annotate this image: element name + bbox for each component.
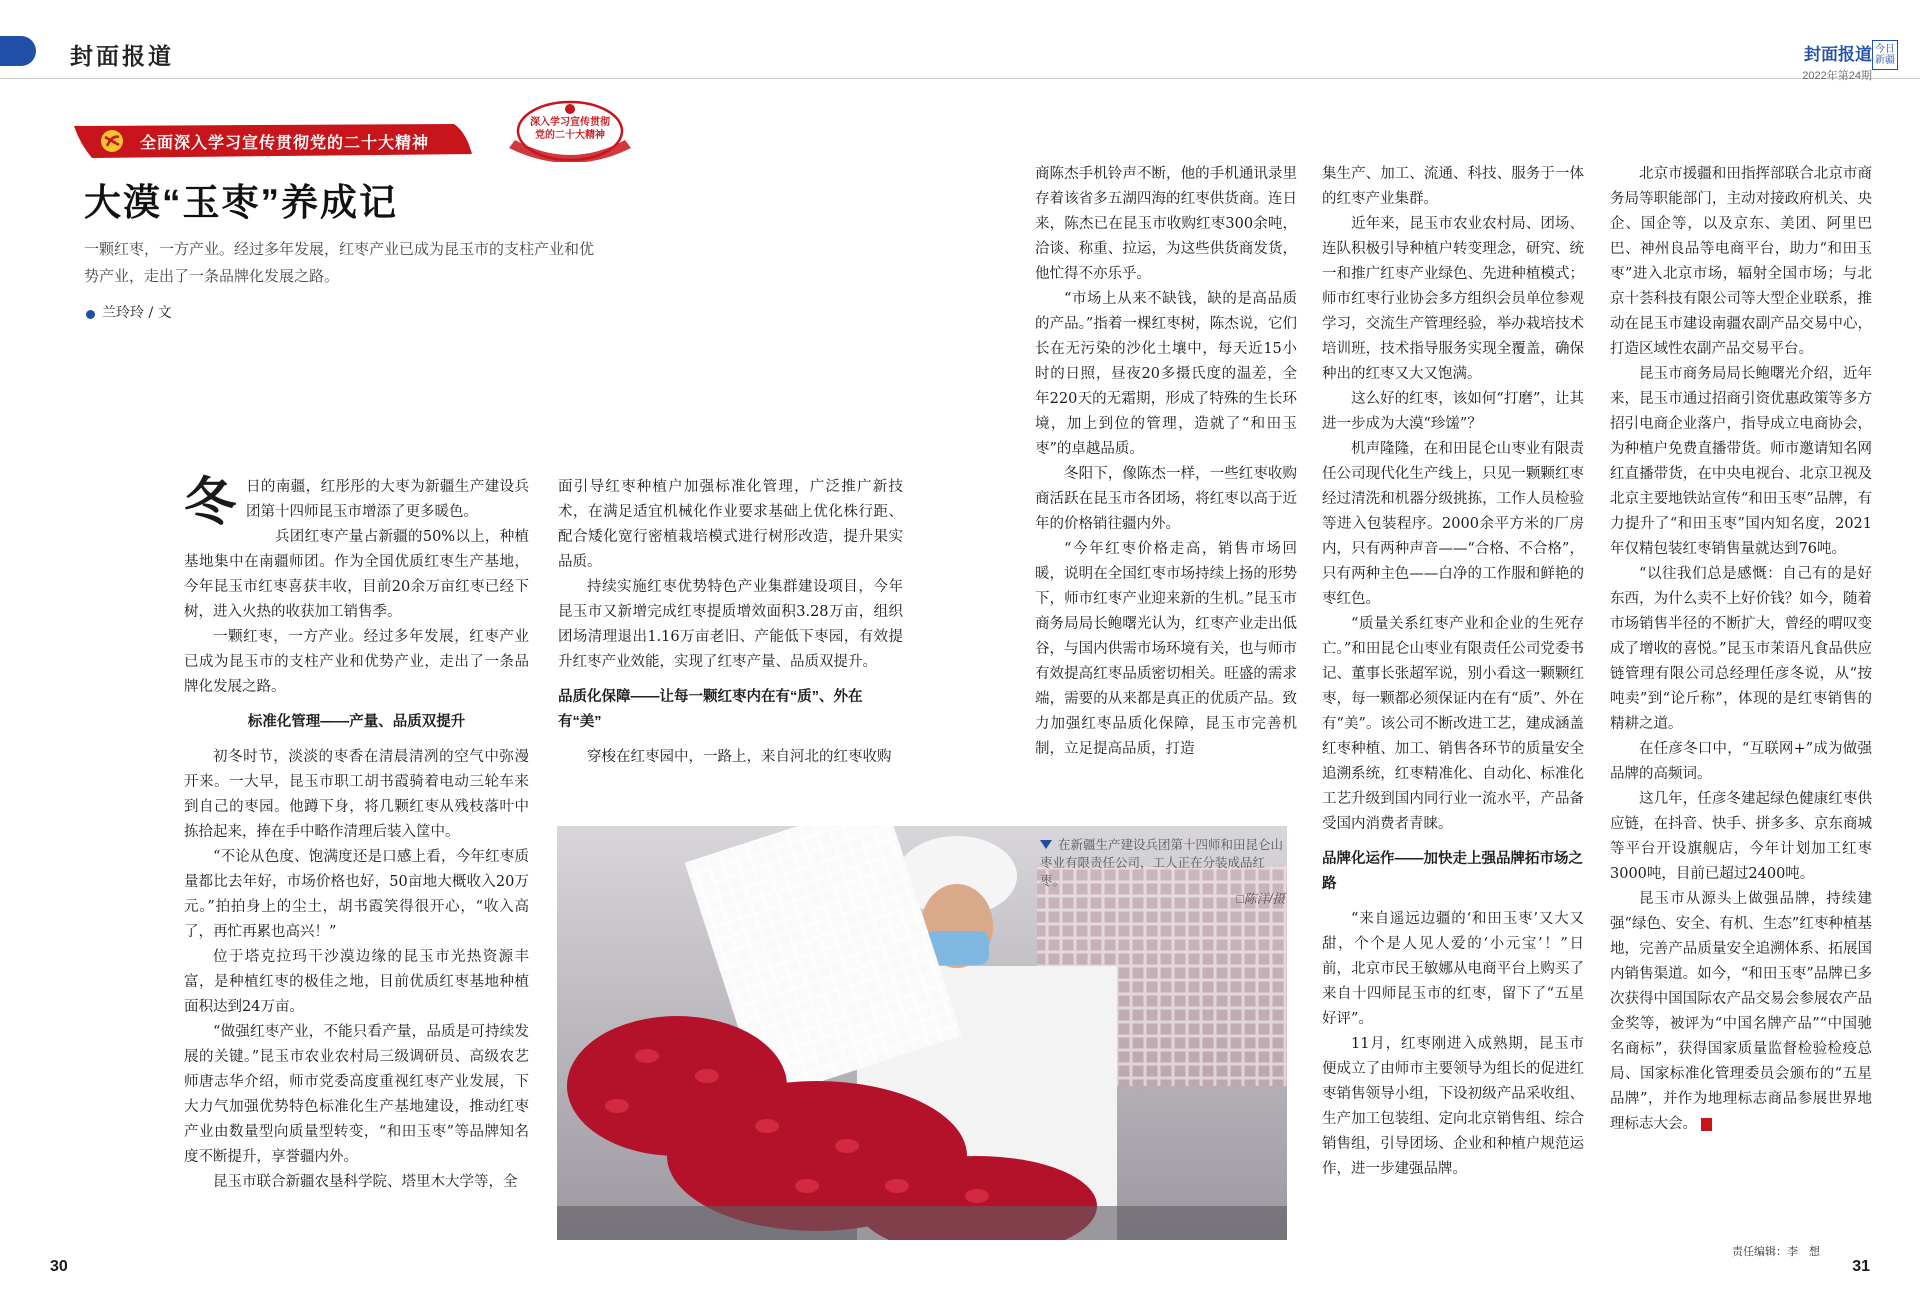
paragraph-final: 昆玉市从源头上做强品牌，持续建强“绿色、安全、有机、生态”红枣种植基地，完善产品质量安全追溯体系、拓展国内销售渠道。如今，“和田玉枣”品牌已多次获得中国国际农产品交易会参展农产品金奖等，被评为“中国名牌产品”“中国驰名商标”，获得国家质量监督检验检疫总局、国家标准化管理委员会颁布的“五星品牌”，并作为地理标志商品参展世界地理标志大会。 xyxy=(1610,891,1872,1132)
paragraph: “质量关系红枣产业和企业的生死存亡。”和田昆仑山枣业有限责任公司党委书记、董事长张超军说，别小看这一颗颗红枣，每一颗都必须保证内在有“质”、外在有“美”。该公司不断改进工艺，建成涵盖红枣种植、加工、销售各环节的质量安全追溯系统，红枣精准化、自动化、标准化工艺升级到国内同行业一流水平，产品备受国内消费者青睐。 xyxy=(1322,616,1584,832)
paragraph: “不论从色度、饱满度还是口感上看，今年红枣质量都比去年好，市场价格也好，50亩地大概收入20万元。”拍拍身上的尘土，胡书霞笑得很开心，“收入高了，再忙再累也高兴！” xyxy=(184,849,529,940)
section-title-right: 封面报道 xyxy=(1804,45,1872,64)
subheading-quality: 品质化保障——让每一颗红枣内在有“质”、外在有“美” xyxy=(558,689,863,730)
section-tab-marker xyxy=(0,36,36,66)
paragraph: 北京市援疆和田指挥部联合北京市商务局等职能部门，主动对接政府机关、央企、国企等，以及京东、美团、阿里巴巴、神州良品等电商平台，助力“和田玉枣”进入北京市场，辐射全国市场；与北京十荟科技有限公司等大型企业联系，推动在昆玉市建设南疆农副产品交易中心，打造区域性农副产品交易平台。 xyxy=(1610,166,1872,357)
article-column-5 xyxy=(1610,162,1872,1137)
paragraph: 昆玉市商务局局长鲍曙光介绍，近年来，昆玉市通过招商引资优惠政策等多方招引电商企业落户，指导成立电商协会，为种植户免费直播带货。师市邀请知名网红直播带货，在中央电视台、北京卫视及北京主要地铁站宣传“和田玉枣”品牌，有力提升了“和田玉枣”国内知名度，2021年仅精包装红枣销售量就达到76吨。 xyxy=(1610,366,1872,557)
end-mark-icon xyxy=(1701,1118,1712,1131)
paragraph: 这么好的红枣，该如何“打磨”，让其进一步成为大漠“珍馐”？ xyxy=(1322,391,1584,432)
caption-arrow-icon xyxy=(1040,840,1052,849)
paragraph: “以往我们总是感慨：自己有的是好东西，为什么卖不上好价钱？如今，随着市场销售半径的不断扩大，曾经的喟叹变成了增收的喜悦。”昆玉市茉语凡食品供应链管理有限公司总经理任彦冬说，从“按吨卖”到“论斤称”，体现的是红枣销售的精耕之道。 xyxy=(1610,566,1872,732)
paragraph: “今年红枣价格走高，销售市场回暖，说明在全国红枣市场持续上扬的形势下，师市红枣产业迎来新的生机。”昆玉市商务局局长鲍曙光认为，红枣产业走出低谷，与国内供需市场环境有关，也与师市有效提高红枣品质密切相关。旺盛的需求端，需要的从来都是真正的优质产品。致力加强红枣品质化保障，昆玉市完善机制，立足提高品质，打造 xyxy=(1035,541,1297,757)
subheading-branding: 品牌化运作——加快走上强品牌拓市场之路 xyxy=(1322,851,1583,892)
paragraph: 一颗红枣，一方产业。经过多年发展，红枣产业已成为昆玉市的支柱产业和优势产业，走出了一条品牌化发展之路。 xyxy=(184,629,529,695)
article-column-3 xyxy=(1035,162,1297,762)
paragraph: 近年来，昆玉市农业农村局、团场、连队积极引导种植户转变理念，研究、统一和推广红枣产业绿色、先进种植模式；师市红枣行业协会多方组织会员单位参观学习，交流生产管理经验，举办栽培技术培训班，技术指导服务实现全覆盖，确保种出的红枣又大又饱满。 xyxy=(1322,216,1584,382)
article-column-4 xyxy=(1322,162,1584,1182)
campaign-seal-text: 深入学习宣传贯彻 党的二十大精神 xyxy=(530,117,610,141)
paragraph: 昆玉市联合新疆农垦科学院、塔里木大学等，全 xyxy=(213,1174,518,1190)
paragraph: 初冬时节，淡淡的枣香在清晨清冽的空气中弥漫开来。一大早，昆玉市职工胡书霞骑着电动三轮车来到自己的枣园。他蹲下身，将几颗红枣从残枝落叶中拣拾起来，捧在手中略作清理后装入筐中。 xyxy=(184,749,529,840)
paragraph: 冬阳下，像陈杰一样，一些红枣收购商活跃在昆玉市各团场，将红枣以高于近年的价格销往疆内外。 xyxy=(1035,466,1297,532)
paragraph: “做强红枣产业，不能只看产量，品质是可持续发展的关键。”昆玉市农业农村局三级调研员、高级农艺师唐志华介绍，师市党委高度重视红枣产业发展，下大力气加强优势特色标准化生产基地建设，推动红枣产业由数量型向质量型转变，“和田玉枣”等品牌知名度不断提升，享誉疆内外。 xyxy=(184,1024,529,1165)
paragraph: 机声隆隆，在和田昆仑山枣业有限责任公司现代化生产线上，只见一颗颗红枣经过清洗和机器分级挑拣，工作人员检验等进入包装程序。2000余平方米的厂房内，只有两种声音——“合格、不合格”，只有两种主色——白净的工作服和鲜艳的枣红色。 xyxy=(1322,441,1584,607)
paragraph: 商陈杰手机铃声不断，他的手机通讯录里存着该省多五湖四海的红枣供货商。连日来，陈杰已在昆玉市收购红枣300余吨，洽谈、称重、拉运，为这些供货商发货，他忙得不亦乐乎。 xyxy=(1035,166,1297,282)
paragraph: 日的南疆，红彤彤的大枣为新疆生产建设兵团第十四师昆玉市增添了更多暖色。 xyxy=(246,479,529,520)
paragraph: 兵团红枣产量占新疆的50%以上，种植基地集中在南疆师团。作为全国优质红枣生产基地，今年昆玉市红枣喜获丰收，目前20余万亩红枣已经下树，进入火热的收获加工销售季。 xyxy=(184,529,529,620)
photo-caption: 在新疆生产建设兵团第十四师和田昆仑山枣业有限责任公司，工人正在分装成品红枣。 □陈洋/摄 xyxy=(1040,838,1285,906)
article-column-2 xyxy=(558,475,903,770)
paragraph: 穿梭在红枣园中，一路上，来自河北的红枣收购 xyxy=(587,749,892,765)
drop-cap: 冬 xyxy=(184,474,237,532)
section-title-left: 封面报道 xyxy=(70,43,174,70)
paragraph: 在任彦冬口中，“互联网+”成为做强品牌的高频词。 xyxy=(1610,741,1872,782)
paragraph: “市场上从来不缺钱，缺的是高品质的产品。”指着一棵红枣树，陈杰说，它们长在无污染的沙化土壤中，每天近15小时的日照，昼夜20多摄氏度的温差，全年220天的无霜期，形成了特殊的生长环境，加上到位的管理，造就了“和田玉枣”的卓越品质。 xyxy=(1035,291,1297,457)
page-number-right: 31 xyxy=(1852,1258,1870,1275)
page-number-left: 30 xyxy=(50,1258,68,1275)
author-bullet-icon xyxy=(86,310,95,319)
article-column-1 xyxy=(184,475,529,1195)
magazine-badge: 今日新疆 xyxy=(1872,40,1898,70)
paragraph: “来自遥远边疆的‘和田玉枣’又大又甜，个个是人见人爱的‘小元宝’！”日前，北京市民王敏娜从电商平台上购买了来自十四师昆玉市的红枣，留下了“五星好评”。 xyxy=(1322,911,1584,1027)
subheading-standardization: 标准化管理——产量、品质双提升 xyxy=(247,714,466,730)
paragraph: 位于塔克拉玛干沙漠边缘的昆玉市光热资源丰富，是种植红枣的极佳之地，目前优质红枣基地种植面积达到24万亩。 xyxy=(184,949,529,1015)
paragraph: 集生产、加工、流通、科技、服务于一体的红枣产业集群。 xyxy=(1322,166,1584,207)
paragraph: 面引导红枣种植户加强标准化管理，广泛推广新技术，在满足适宜机械化作业要求基础上优化株行距、配合矮化宽行密植栽培模式进行树形改造，提升果实品质。 xyxy=(558,479,903,570)
photo-credit: □陈洋/摄 xyxy=(1236,892,1285,906)
article-author: 兰玲玲 / 文 xyxy=(102,305,172,321)
banner-ribbon-text: 全面深入学习宣传贯彻党的二十大精神 xyxy=(140,135,430,152)
paragraph: 11月，红枣刚进入成熟期，昆玉市便成立了由师市主要领导为组长的促进红枣销售领导小组，下设初级产品采收组、生产加工包装组、定向北京销售组、综合销售组，引导团场、企业和种植户规范运作，进一步建强品牌。 xyxy=(1322,1036,1584,1177)
header-rule xyxy=(0,78,1920,79)
paragraph: 这几年，任彦冬建起绿色健康红枣供应链，在抖音、快手、拼多多、京东商城等平台开设旗舰店，今年计划加工红枣3000吨，目前已超过2400吨。 xyxy=(1610,791,1872,882)
paragraph: 持续实施红枣优势特色产业集群建设项目，今年昆玉市又新增完成红枣提质增效面积3.28万亩，组织团场清理退出1.16万亩老旧、产能低下枣园，有效提升红枣产业效能，实现了红枣产量、品质双提升。 xyxy=(558,579,903,670)
issue-label: 2022年第24期 xyxy=(1802,70,1872,82)
article-title: 大漠“玉枣”养成记 xyxy=(84,182,398,223)
header-right xyxy=(1802,40,1872,83)
article-lede: 一颗红枣，一方产业。经过多年发展，红枣产业已成为昆玉市的支柱产业和优势产业，走出了一条品牌化发展之路。 xyxy=(84,240,595,285)
responsible-editor: 责任编辑：李 想 xyxy=(1732,1246,1820,1258)
